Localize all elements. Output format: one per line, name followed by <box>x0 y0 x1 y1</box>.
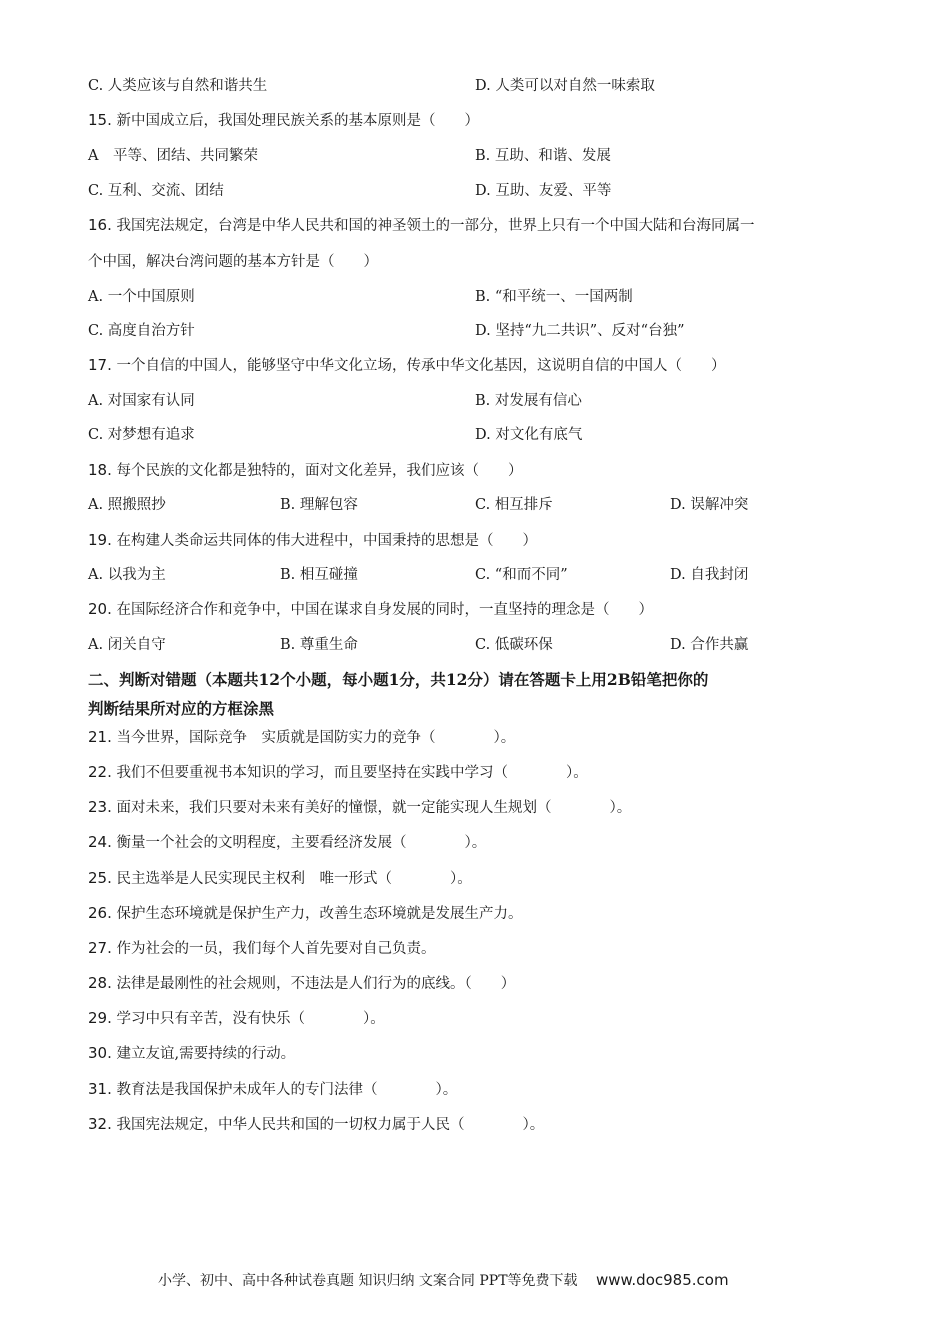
q17-option-c: C. 对梦想有追求 <box>88 427 195 443</box>
question-text: 法律是最刚性的社会规则，不违法是人们行为的底线。（ ） <box>116 976 516 992</box>
question-18 <box>88 460 522 481</box>
q16-option-a: A. 一个中国原则 <box>88 289 195 305</box>
question-number: 32. <box>88 1115 112 1133</box>
q16-option-d: D. 坚持“九二共识”、反对“台独” <box>475 323 685 339</box>
question-text: 学习中只有辛苦，没有快乐（ ）。 <box>116 1011 385 1027</box>
question-27 <box>88 938 435 959</box>
q14-option-c: C. 人类应该与自然和谐共生 <box>88 78 268 94</box>
question-24 <box>88 832 486 853</box>
question-25 <box>88 868 472 889</box>
question-text: 在国际经济合作和竞争中，中国在谋求自身发展的同时，一直坚持的理念是（ ） <box>116 602 653 618</box>
question-number: 30. <box>88 1044 112 1062</box>
q18-option-b: B. 理解包容 <box>280 497 358 513</box>
q20-option-c: C. 低碳环保 <box>475 637 553 653</box>
question-number: 31. <box>88 1080 112 1098</box>
q20-option-a: A. 闭关自守 <box>88 637 166 653</box>
q15-option-d: D. 互助、友爱、平等 <box>475 183 612 199</box>
q15-option-c: C. 互利、交流、团结 <box>88 183 224 199</box>
question-number: 20. <box>88 600 112 618</box>
q18-option-c: C. 相互排斥 <box>475 497 553 513</box>
question-21 <box>88 727 515 748</box>
question-number: 16. <box>88 216 112 234</box>
q18-option-d: D. 误解冲突 <box>670 497 749 513</box>
q17-option-a: A. 对国家有认同 <box>88 393 195 409</box>
question-text: 新中国成立后，我国处理民族关系的基本原则是（ ） <box>116 113 479 129</box>
question-16 <box>88 215 754 236</box>
question-number: 23. <box>88 798 112 816</box>
q19-option-d: D. 自我封闭 <box>670 567 749 583</box>
question-text: 保护生态环境就是保护生产力，改善生态环境就是发展生产力。 <box>116 906 523 922</box>
question-text: 我国宪法规定，中华人民共和国的一切权力属于人民（ ）。 <box>116 1117 545 1133</box>
question-number: 22. <box>88 763 112 781</box>
q20-option-b: B. 尊重生命 <box>280 637 358 653</box>
page-footer <box>158 1270 729 1290</box>
question-text: 作为社会的一员，我们每个人首先要对自己负责。 <box>116 941 436 957</box>
question-text: 教育法是我国保护未成年人的专门法律（ ）。 <box>116 1082 458 1098</box>
q15-option-b: B. 互助、和谐、发展 <box>475 148 611 164</box>
section-2-heading: 二、判断对错题（本题共12个小题，每小题1分，共12分）请在答题卡上用2B铅笔把你的 <box>88 670 709 689</box>
question-number: 24. <box>88 833 112 851</box>
q19-option-b: B. 相互碰撞 <box>280 567 358 583</box>
question-number: 29. <box>88 1009 112 1027</box>
question-28 <box>88 973 515 994</box>
question-26 <box>88 903 522 924</box>
q18-option-a: A. 照搬照抄 <box>88 497 166 513</box>
question-number: 28. <box>88 974 112 992</box>
question-number: 26. <box>88 904 112 922</box>
question-text: 我们不但要重视书本知识的学习，而且要坚持在实践中学习（ ）。 <box>116 765 588 781</box>
question-text: 民主选举是人民实现民主权利 唯一形式（ ）。 <box>116 871 472 887</box>
question-22 <box>88 762 588 783</box>
q14-option-d: D. 人类可以对自然一味索取 <box>475 78 655 94</box>
section-2-heading-continued: 判断结果所对应的方框涂黑 <box>88 699 275 718</box>
question-number: 25. <box>88 869 112 887</box>
question-text: 当今世界，国际竞争 实质就是国防实力的竞争（ ）。 <box>116 730 516 746</box>
q17-option-b: B. 对发展有信心 <box>475 393 582 409</box>
question-text: 面对未来，我们只要对未来有美好的憧憬，就一定能实现人生规划（ ）。 <box>116 800 632 816</box>
question-20 <box>88 599 653 620</box>
question-30 <box>88 1043 295 1064</box>
question-17 <box>88 355 725 376</box>
question-23 <box>88 797 631 818</box>
q16-option-b: B. “和平统一、一国两制 <box>475 289 633 305</box>
footer-link[interactable]: www.doc985.com <box>595 1271 729 1289</box>
question-19 <box>88 530 537 551</box>
question-text: 衡量一个社会的文明程度，主要看经济发展（ ）。 <box>116 835 487 851</box>
question-text: 每个民族的文化都是独特的，面对文化差异，我们应该（ ） <box>116 463 523 479</box>
q20-option-d: D. 合作共赢 <box>670 637 749 653</box>
question-number: 15. <box>88 111 112 129</box>
question-16-continued: 个中国，解决台湾问题的基本方针是（ ） <box>88 254 378 270</box>
question-text: 我国宪法规定，台湾是中华人民共和国的神圣领土的一部分，世界上只有一个中国大陆和台海同属一 <box>116 218 755 234</box>
question-32 <box>88 1114 544 1135</box>
q19-option-c: C. “和而不同” <box>475 567 568 583</box>
q15-option-a: A 平等、团结、共同繁荣 <box>88 148 258 164</box>
q17-option-d: D. 对文化有底气 <box>475 427 583 443</box>
question-number: 17. <box>88 356 112 374</box>
question-text: 一个自信的中国人，能够坚守中华文化立场，传承中华文化基因，这说明自信的中国人（ ） <box>116 358 726 374</box>
question-number: 27. <box>88 939 112 957</box>
question-31 <box>88 1079 457 1100</box>
question-29 <box>88 1008 385 1029</box>
q16-option-c: C. 高度自治方针 <box>88 323 195 339</box>
question-number: 21. <box>88 728 112 746</box>
question-text: 在构建人类命运共同体的伟大进程中，中国秉持的思想是（ ） <box>116 533 537 549</box>
question-number: 19. <box>88 531 112 549</box>
question-15 <box>88 110 479 131</box>
question-text: 建立友谊,需要持续的行动。 <box>116 1046 296 1062</box>
footer-text: 小学、初中、高中各种试卷真题 知识归纳 文案合同 PPT等免费下载 <box>158 1273 578 1289</box>
question-number: 18. <box>88 461 112 479</box>
q19-option-a: A. 以我为主 <box>88 567 166 583</box>
